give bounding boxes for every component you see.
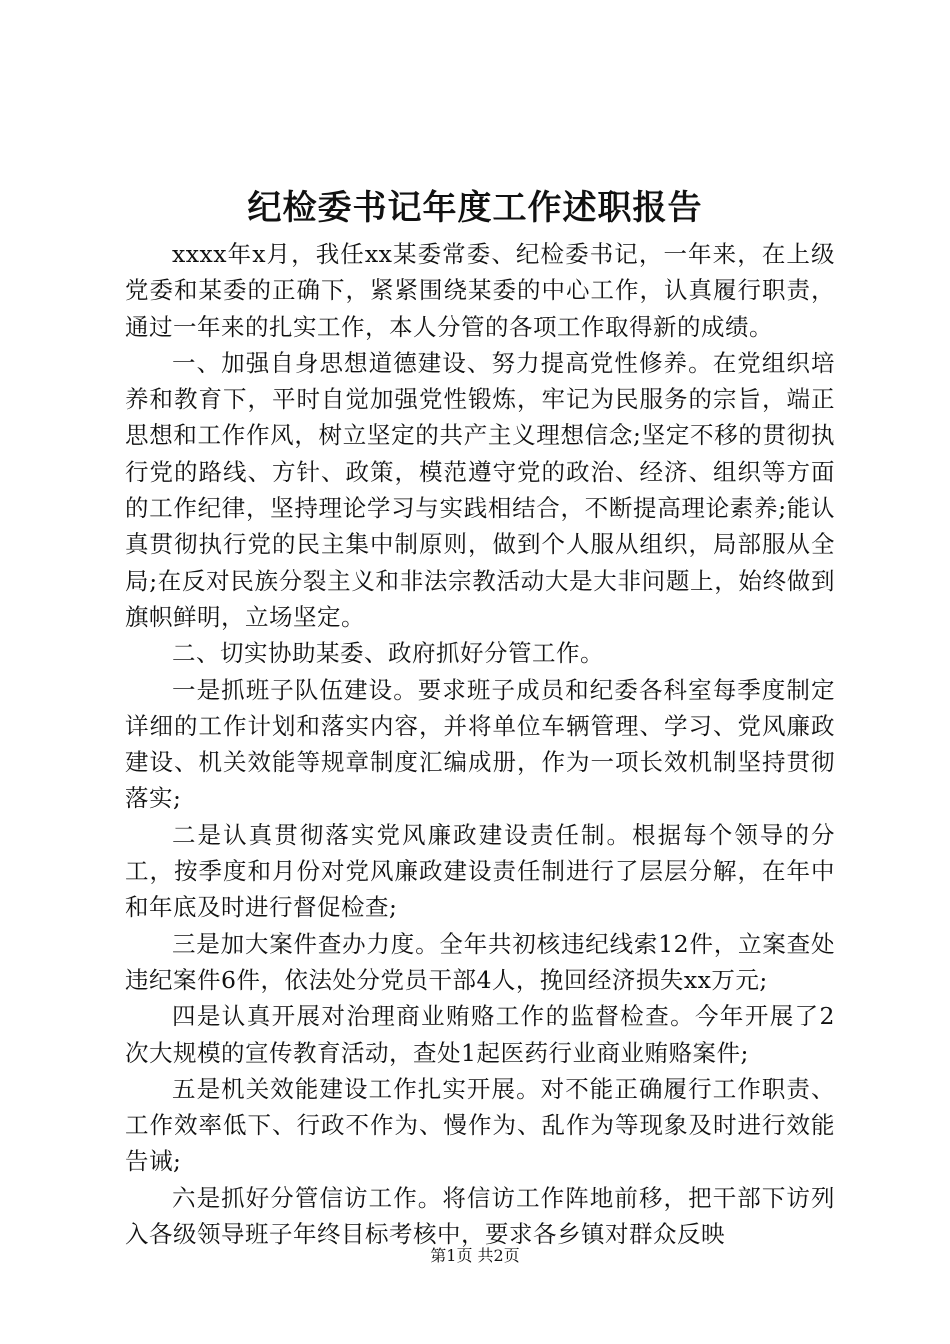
page-number-footer: 第1页 共2页 bbox=[430, 1246, 520, 1265]
paragraph-item-6: 六是抓好分管信访工作。将信访工作阵地前移，把干部下访列入各级领导班子年终目标考核中，要求各乡镇对群众反映 bbox=[125, 1183, 835, 1249]
document-title: 纪检委书记年度工作述职报告 bbox=[247, 188, 703, 228]
paragraph-section-1: 一、加强自身思想道德建设、努力提高党性修养。在党组织培养和教育下，平时自觉加强党性锻炼，牢记为民服务的宗旨，端正思想和工作作风，树立坚定的共产主义理想信念;坚定不移的贯彻执行党的路线、方针、政策，模范遵守党的政治、经济、组织等方面的工作纪律，坚持理论学习与实践相结合，不断提高理论素养;能认真贯彻执行党的民主集中制原则，做到个人服从组织，局部服从全局;在反对民族分裂主义和非法宗教活动大是大非问题上，始终做到旗帜鲜明，立场坚定。 bbox=[125, 348, 835, 631]
paragraph-item-4: 四是认真开展对治理商业贿赂工作的监督检查。今年开展了2次大规模的宣传教育活动，查处1起医药行业商业贿赂案件; bbox=[125, 1002, 835, 1067]
paragraph-section-2-heading: 二、切实协助某委、政府抓好分管工作。 bbox=[172, 639, 604, 668]
paragraph-item-5: 五是机关效能建设工作扎实开展。对不能正确履行工作职责、工作效率低下、行政不作为、慢作为、乱作为等现象及时进行效能告诫; bbox=[125, 1074, 835, 1176]
paragraph-item-2: 二是认真贯彻落实党风廉政建设责任制。根据每个领导的分工，按季度和月份对党风廉政建设责任制进行了层层分解，在年中和年底及时进行督促检查; bbox=[125, 820, 835, 922]
document-body bbox=[125, 236, 835, 1252]
paragraph-item-3: 三是加大案件查办力度。全年共初核违纪线索12件，立案查处违纪案件6件，依法处分党员干部4人，挽回经济损失xx万元; bbox=[125, 929, 835, 994]
paragraph-intro: xxxx年x月，我任xx某委常委、纪检委书记，一年来，在上级党委和某委的正确下，紧紧围绕某委的中心工作，认真履行职责，通过一年来的扎实工作，本人分管的各项工作取得新的成绩。 bbox=[125, 240, 835, 341]
paragraph-item-1: 一是抓班子队伍建设。要求班子成员和纪委各科室每季度制定详细的工作计划和落实内容，并将单位车辆管理、学习、党风廉政建设、机关效能等规章制度汇编成册，作为一项长效机制坚持贯彻落实; bbox=[125, 675, 835, 813]
